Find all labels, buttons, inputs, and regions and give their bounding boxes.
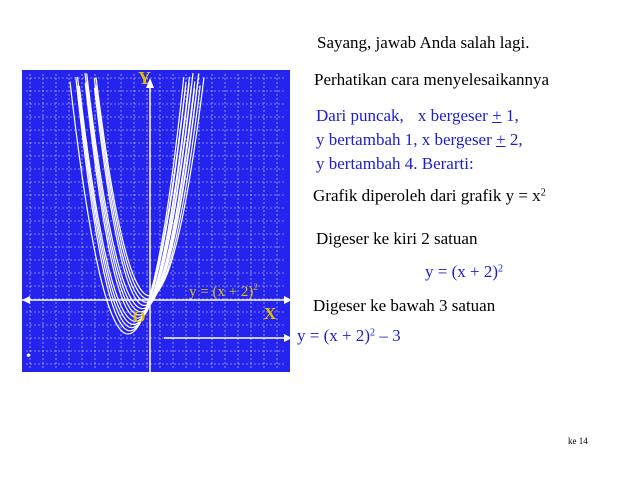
shift-down-text: Digeser ke bawah 3 satuan — [313, 296, 496, 315]
shift-left-text: Digeser ke kiri 2 satuan — [316, 229, 478, 248]
feedback-message: Sayang, jawab Anda salah lagi. — [317, 33, 530, 52]
equation-final: $y = (x + 2)^2 - 3$ — [297, 326, 401, 345]
bullet-mark: • — [26, 349, 31, 364]
curve-label: $y = (x + 2)^2$ — [189, 282, 258, 300]
origin-label: O — [133, 309, 146, 326]
explanation-line-3: y bertambah 4. Berarti: — [316, 154, 474, 173]
instruction-heading: Perhatikan cara menyelesaikannya — [314, 70, 550, 89]
explanation-line-2: y bertambah 1, x bergeser + 2, — [316, 130, 523, 149]
equation-shift-left: $y = (x + 2)^2$ — [425, 262, 504, 281]
axis-x-label: X — [264, 304, 277, 323]
base-graph-text: Grafik diperoleh dari grafik $y = x^2$ — [313, 186, 546, 205]
axis-y-label: Y — [138, 68, 151, 88]
slide-number: ke 14 — [568, 436, 588, 446]
explanation-line-1: Dari puncak, x bergeser + 1, — [316, 106, 519, 125]
